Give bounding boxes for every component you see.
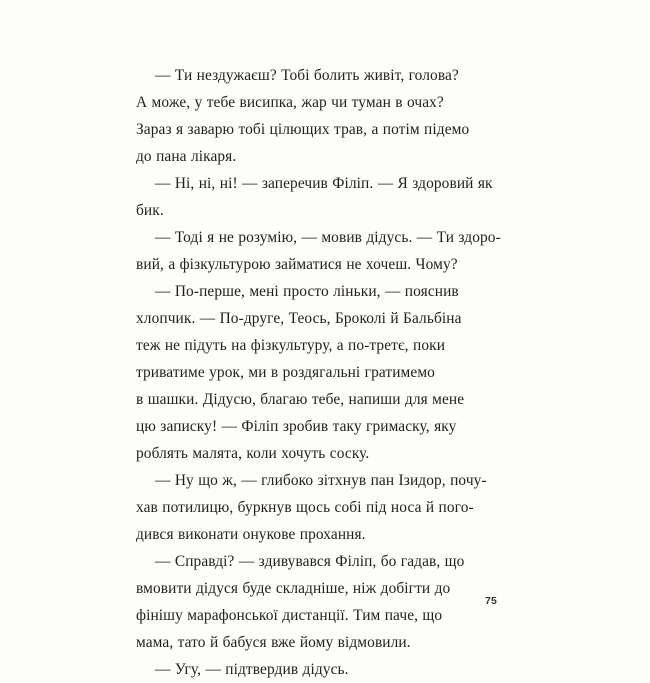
text-line: — Ти нездужаєш? Тобі болить живіт, голова? — [155, 67, 459, 84]
page-number: 75 — [485, 595, 498, 607]
text-line: — По-перше, мені просто ліньки, — пояснив — [155, 283, 459, 300]
text-line: дився виконати онукове прохання. — [136, 526, 366, 543]
text-line: — Ні, ні, ні! — заперечив Філіп. — Я здоровий як — [155, 175, 493, 192]
text-line: цю записку! — Філіп зробив таку гримаску, яку — [136, 418, 457, 435]
text-line: в шашки. Дідусю, благаю тебе, напиши для мене — [136, 391, 465, 408]
text-line: вмовити дідуся буде складніше, ніж добігти до — [136, 580, 451, 597]
text-line: роблять малята, коли хочуть соску. — [136, 445, 370, 462]
text-line: мама, тато й бабуся вже йому відмовили. — [136, 634, 411, 651]
text-line: — Ну що ж, — глибоко зітхнув пан Ізидор, почу- — [155, 472, 487, 489]
text-line: теж не підуть на фізкультуру, а по-третє, поки — [136, 337, 446, 354]
text-line: фінішу марафонської дистанції. Тим паче, що — [136, 607, 443, 624]
text-line: А може, у тебе висипка, жар чи туман в очах? — [136, 94, 444, 111]
text-lines-container — [136, 62, 516, 683]
text-line: хав потилицю, буркнув щось собі під носа й пого- — [136, 499, 474, 516]
text-line: — Угу, — підтвердив дідусь. — [155, 661, 349, 678]
text-line: вий, а фізкультурою займатися не хочеш. Чому? — [136, 256, 458, 273]
text-line: до пана лікаря. — [136, 148, 237, 165]
text-line: — Справді? — здивувався Філіп, бо гадав, що — [155, 553, 465, 570]
page-body-text — [136, 62, 516, 683]
text-line: триватиме урок, ми в роздягальні гратимемо — [136, 364, 435, 381]
text-line: — Тоді я не розумію, — мовив дідусь. — Ти здоро- — [155, 229, 501, 246]
text-line: хлопчик. — По-друге, Теось, Броколі й Бальбіна — [136, 310, 462, 327]
text-line: Зараз я заварю тобі цілющих трав, а потім підемо — [136, 121, 470, 138]
text-line: бик. — [136, 202, 164, 219]
